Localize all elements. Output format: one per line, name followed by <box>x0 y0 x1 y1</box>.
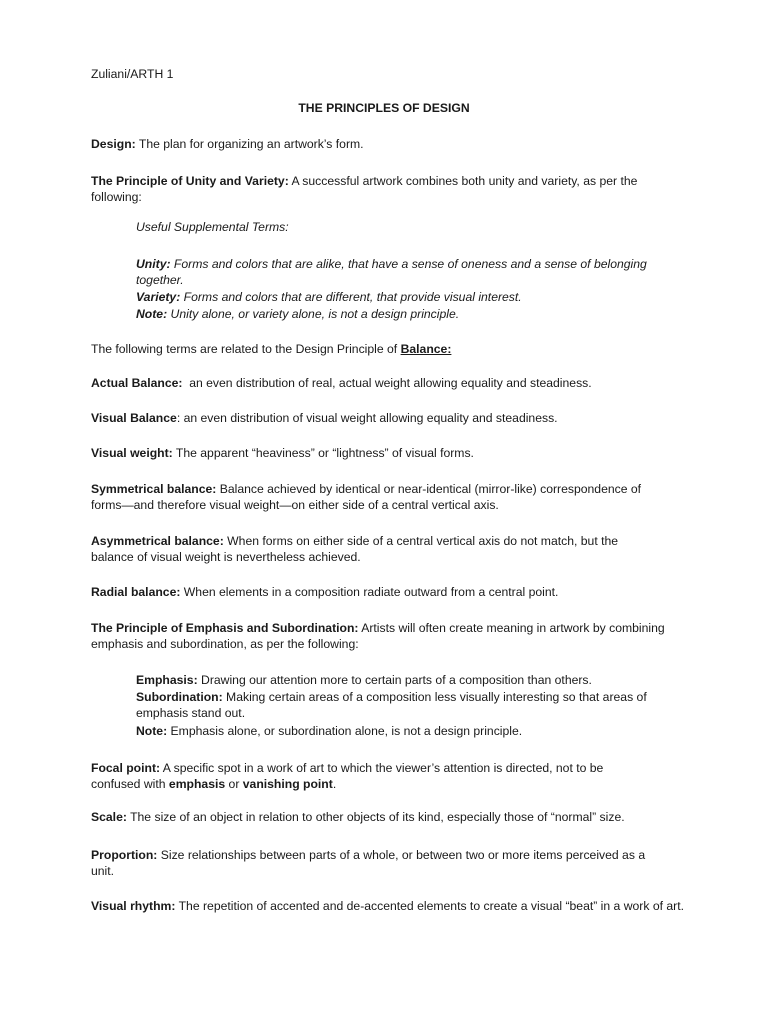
radial-balance-text: When elements in a composition radiate outward from a central point. <box>180 585 559 599</box>
focal-point-definition <box>91 760 616 792</box>
actual-balance-text: an even distribution of real, actual weight allowing equality and steadiness. <box>182 376 592 390</box>
visual-weight-term: Visual weight: <box>91 446 173 460</box>
unity-term: Unity: <box>136 257 171 271</box>
emphasis-definition <box>136 672 676 688</box>
emphasis-note-term: Note: <box>136 724 168 738</box>
visual-weight-text: The apparent “heaviness” or “lightness” of visual forms. <box>172 446 474 460</box>
symmetrical-balance-text: Balance achieved by identical or near-identical (mirror-like) correspondence of forms—and therefore visual weight—on either side of a central vertical axis. <box>91 482 642 512</box>
scale-text: The size of an object in relation to other objects of its kind, especially those of “normal” size. <box>126 810 625 824</box>
scale-definition <box>91 809 691 825</box>
actual-balance-term: Actual Balance: <box>91 376 183 390</box>
emphasis-principle-definition <box>91 620 686 652</box>
note-term: Note: <box>136 307 168 321</box>
header-line: Zuliani/ARTH 1 <box>91 67 174 81</box>
design-definition <box>91 136 691 152</box>
emphasis-note-text: Emphasis alone, or subordination alone, is not a design principle. <box>167 724 523 738</box>
asymmetrical-balance-term: Asymmetrical balance: <box>91 534 224 548</box>
emphasis-term: Emphasis: <box>136 673 198 687</box>
radial-balance-definition <box>91 584 691 600</box>
visual-rhythm-term: Visual rhythm: <box>91 899 176 913</box>
visual-rhythm-definition <box>91 898 686 914</box>
balance-intro-text: The following terms are related to the Design Principle of <box>91 342 401 356</box>
variety-definition <box>136 289 676 305</box>
scale-term: Scale: <box>91 810 127 824</box>
proportion-text: Size relationships between parts of a whole, or between two or more items perceived as a unit. <box>91 848 646 878</box>
unity-note <box>136 306 676 322</box>
subordination-text: Making certain areas of a composition less visually interesting so that areas of emphasis stand out. <box>136 690 647 720</box>
design-term: Design: <box>91 137 136 151</box>
emphasis-principle-text: Artists will often create meaning in artwork by combining emphasis and subordination, as per the following: <box>91 621 665 651</box>
emphasis-note <box>136 723 676 739</box>
asymmetrical-balance-text: When forms on either side of a central vertical axis do not match, but the balance of visual weight is nevertheless achieved. <box>91 534 619 564</box>
emphasis-principle-term: The Principle of Emphasis and Subordination: <box>91 621 359 635</box>
balance-term: Balance: <box>400 342 452 356</box>
unity-definition <box>136 256 666 288</box>
proportion-definition <box>91 847 666 879</box>
unity-variety-definition <box>91 173 681 205</box>
focal-point-term: Focal point: <box>91 761 161 775</box>
unity-text: Forms and colors that are alike, that have a sense of oneness and a sense of belonging together. <box>136 257 647 287</box>
unity-variety-term: The Principle of Unity and Variety: <box>91 174 289 188</box>
page-title: THE PRINCIPLES OF DESIGN <box>298 101 470 115</box>
subordination-definition <box>136 689 666 721</box>
actual-balance-definition <box>91 375 691 391</box>
focal-point-text-2: or <box>225 777 243 791</box>
visual-balance-term: Visual Balance <box>91 411 177 425</box>
subordination-term: Subordination: <box>136 690 223 704</box>
balance-intro <box>91 341 691 357</box>
visual-balance-definition <box>91 410 691 426</box>
variety-text: Forms and colors that are different, that provide visual interest. <box>180 290 522 304</box>
asymmetrical-balance-definition <box>91 533 646 565</box>
radial-balance-term: Radial balance: <box>91 585 181 599</box>
note-text: Unity alone, or variety alone, is not a design principle. <box>167 307 460 321</box>
design-text: The plan for organizing an artwork’s form. <box>135 137 364 151</box>
symmetrical-balance-definition <box>91 481 671 513</box>
unity-variety-text: A successful artwork combines both unity and variety, as per the following: <box>91 174 638 204</box>
focal-point-text-1: A specific spot in a work of art to which the viewer’s attention is directed, not to be confused with <box>91 761 604 791</box>
variety-term: Variety: <box>136 290 181 304</box>
supplemental-heading: Useful Supplemental Terms: <box>136 220 289 234</box>
focal-point-text-3: . <box>332 777 337 791</box>
visual-balance-text: : an even distribution of visual weight allowing equality and steadiness. <box>176 411 558 425</box>
proportion-term: Proportion: <box>91 848 158 862</box>
emphasis-text: Drawing our attention more to certain parts of a composition than others. <box>197 673 592 687</box>
visual-rhythm-text: The repetition of accented and de-accented elements to create a visual “beat” in a work of art. <box>175 899 684 913</box>
symmetrical-balance-term: Symmetrical balance: <box>91 482 217 496</box>
focal-point-emphasis: emphasis <box>168 777 226 791</box>
visual-weight-definition <box>91 445 691 461</box>
focal-point-vanishing-point: vanishing point <box>242 777 333 791</box>
